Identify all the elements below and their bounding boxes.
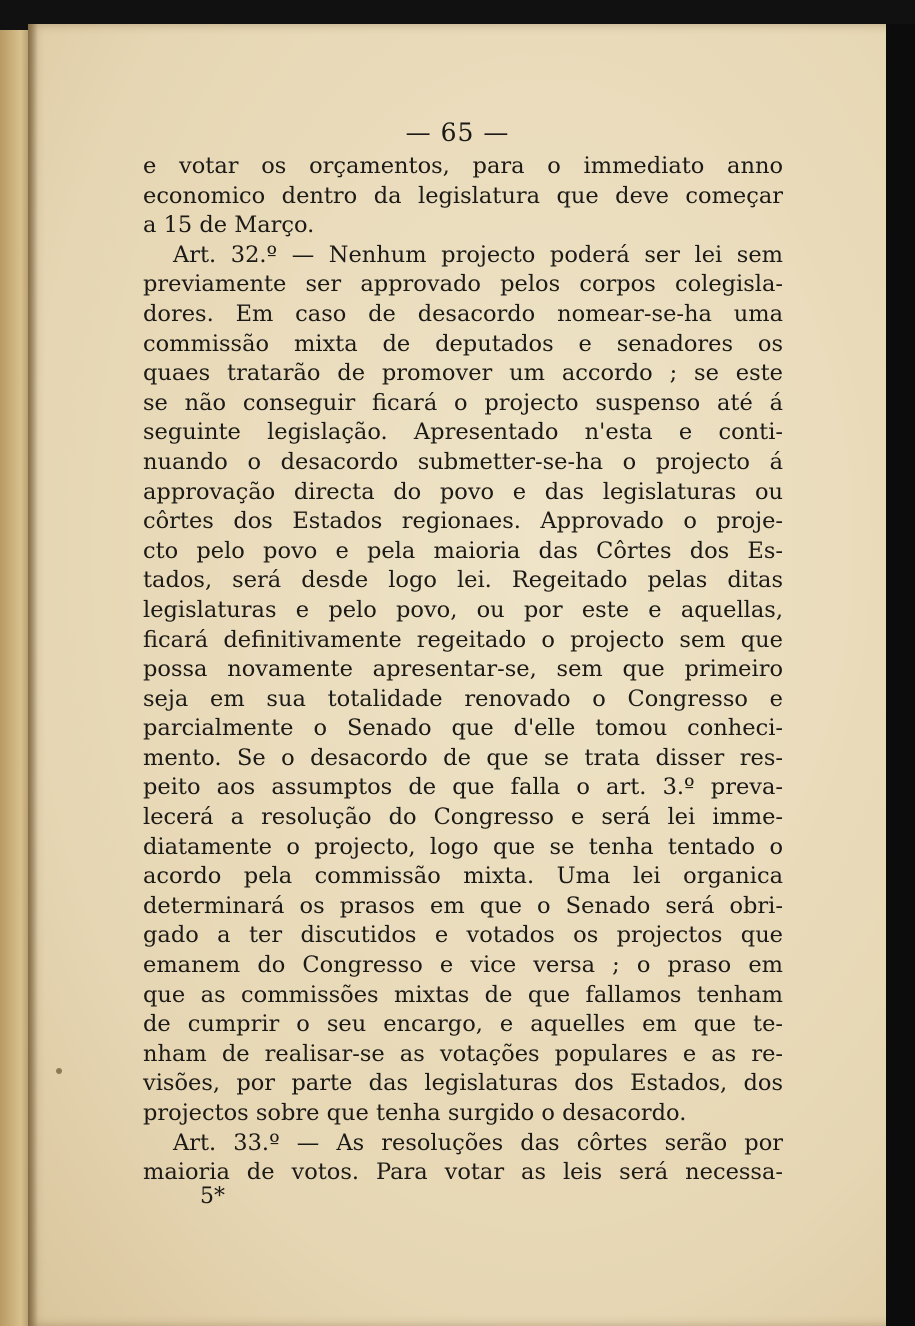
text-line: visões, por parte das legislaturas dos Estados, dos [143, 1070, 783, 1097]
text-line: que as commissões mixtas de que fallamos tenham [143, 981, 783, 1008]
scan-background [886, 24, 915, 1326]
text-line: legislaturas e pelo povo, ou por este e aquellas, [143, 596, 783, 623]
body-text [143, 152, 783, 1188]
text-line: emanem do Congresso e vice versa ; o praso em [143, 952, 783, 979]
text-line: nuando o desacordo submetter-se-ha o projecto á [143, 448, 783, 475]
text-line: parcialmente o Senado que d'elle tomou conheci- [143, 715, 783, 742]
text-line: diatamente o projecto, logo que se tenha tentado o [143, 833, 783, 860]
text-line: acordo pela commissão mixta. Uma lei organica [143, 863, 783, 890]
text-line: maioria de votos. Para votar as leis será necessa- [143, 1159, 783, 1186]
text-line: economico dentro da legislatura que deve começar [143, 182, 783, 209]
paper-stain [56, 1068, 62, 1074]
text-line: quaes tratarão de promover um accordo ; se este [143, 360, 783, 387]
text-line: nham de realisar-se as votações populares e as re- [143, 1040, 783, 1067]
text-line: ficará definitivamente regeitado o projecto sem que [143, 626, 783, 653]
page-number: — 65 — [405, 118, 510, 147]
text-line: a 15 de Março. [143, 212, 315, 239]
text-line: projectos sobre que tenha surgido o desacordo. [143, 1100, 687, 1126]
text-line: tados, será desde logo lei. Regeitado pelas ditas [143, 567, 783, 594]
text-line: previamente ser approvado pelos corpos colegisla- [143, 271, 783, 298]
text-line: côrtes dos Estados regionaes. Approvado o proje- [143, 508, 783, 535]
text-line: de cumprir o seu encargo, e aquelles em que te- [143, 1011, 783, 1038]
text-line: Art. 32.º — Nenhum projecto poderá ser lei sem [173, 241, 783, 268]
text-line: dores. Em caso de desacordo nomear-se-ha uma [143, 300, 783, 327]
text-line: gado a ter discutidos e votados os projectos que [143, 922, 783, 949]
text-line: se não conseguir ficará o projecto suspenso até á [143, 389, 783, 416]
text-line: mento. Se o desacordo de que se trata disser res- [143, 744, 783, 771]
text-line: possa novamente apresentar-se, sem que primeiro [143, 656, 783, 683]
text-line: cto pelo povo e pela maioria das Côrtes dos Es- [143, 537, 783, 564]
text-line: commissão mixta de deputados e senadores os [143, 330, 783, 357]
page-gutter-shadow [28, 24, 38, 1326]
text-line: peito aos assumptos de que falla o art. 3.º preva- [143, 774, 783, 801]
text-line: seguinte legislação. Apresentado n'esta e conti- [143, 419, 783, 446]
text-line: e votar os orçamentos, para o immediato anno [143, 153, 783, 179]
text-line: approvação directa do povo e das legislaturas ou [143, 478, 783, 505]
text-line: seja em sua totalidade renovado o Congresso e [143, 685, 783, 712]
text-line: determinará os prasos em que o Senado será obri- [143, 892, 783, 919]
printer-signature-mark: 5* [200, 1184, 225, 1209]
text-line: lecerá a resolução do Congresso e será lei imme- [143, 804, 783, 831]
text-line: Art. 33.º — As resoluções das côrtes serão por [173, 1129, 783, 1156]
